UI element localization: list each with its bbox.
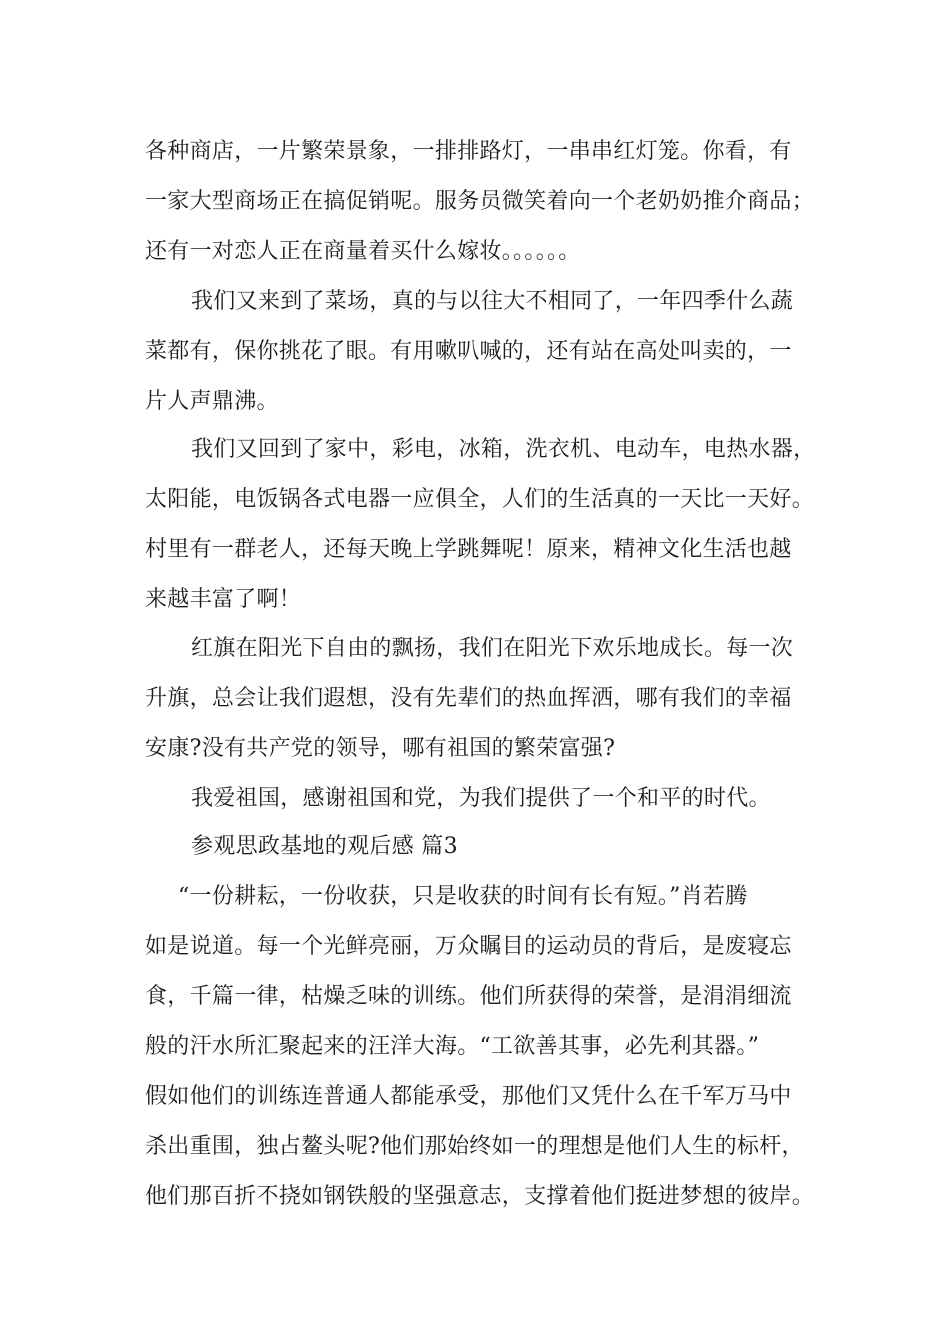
text-line: 他们那百折不挠如钢铁般的坚强意志，支撑着他们挺进梦想的彼岸。 <box>145 1184 815 1209</box>
paragraph-start-line: “一份耕耘，一份收获，只是收获的时间有长有短。”肖若腾 <box>178 884 748 909</box>
text-line: 般的汗水所汇聚起来的汪洋大海。“工欲善其事，必先利其器。” <box>145 1034 760 1059</box>
text-line: 杀出重围，独占鳌头呢?他们那始终如一的理想是他们人生的标杆， <box>145 1134 804 1159</box>
text-line: 太阳能，电饭锅各式电器一应俱全，人们的生活真的一天比一天好。 <box>145 487 815 512</box>
text-line: 食，千篇一律，枯燥乏味的训练。他们所获得的荣誉，是涓涓细流 <box>145 984 792 1009</box>
text-line: 各种商店，一片繁荣景象，一排排路灯，一串串红灯笼。你看，有 <box>145 139 792 164</box>
text-line: 如是说道。每一个光鲜亮丽，万众瞩目的运动员的背后，是废寝忘 <box>145 934 792 959</box>
text-line: 假如他们的训练连普通人都能承受，那他们又凭什么在千军万马中 <box>145 1084 792 1109</box>
text-line: 一家大型商场正在搞促销呢。服务员微笑着向一个老奶奶推介商品； <box>145 189 815 214</box>
paragraph-start-line: 我爱祖国，感谢祖国和党，为我们提供了一个和平的时代。 <box>191 786 771 811</box>
text-line: 来越丰富了啊！ <box>145 587 302 612</box>
section-heading: 参观思政基地的观后感 篇3 <box>191 834 458 859</box>
paragraph-start-line: 红旗在阳光下自由的飘扬，我们在阳光下欢乐地成长。每一次 <box>191 636 794 661</box>
paragraph-start-line: 我们又回到了家中，彩电，冰箱，洗衣机、电动车，电热水器， <box>191 437 816 462</box>
text-line: 升旗，总会让我们遐想，没有先辈们的热血挥洒，哪有我们的幸福 <box>145 686 792 711</box>
text-line: 还有一对恋人正在商量着买什么嫁妆。。。。。。 <box>145 239 581 264</box>
text-line: 片人声鼎沸。 <box>145 389 279 414</box>
text-line: 村里有一群老人，还每天晚上学跳舞呢！原来，精神文化生活也越 <box>145 537 792 562</box>
text-line: 安康?没有共产党的领导，哪有祖国的繁荣富强? <box>145 736 616 761</box>
paragraph-start-line: 我们又来到了菜场，真的与以往大不相同了，一年四季什么蔬 <box>191 289 794 314</box>
text-line: 菜都有，保你挑花了眼。有用嗽叭喊的，还有站在高处叫卖的，一 <box>145 339 792 364</box>
